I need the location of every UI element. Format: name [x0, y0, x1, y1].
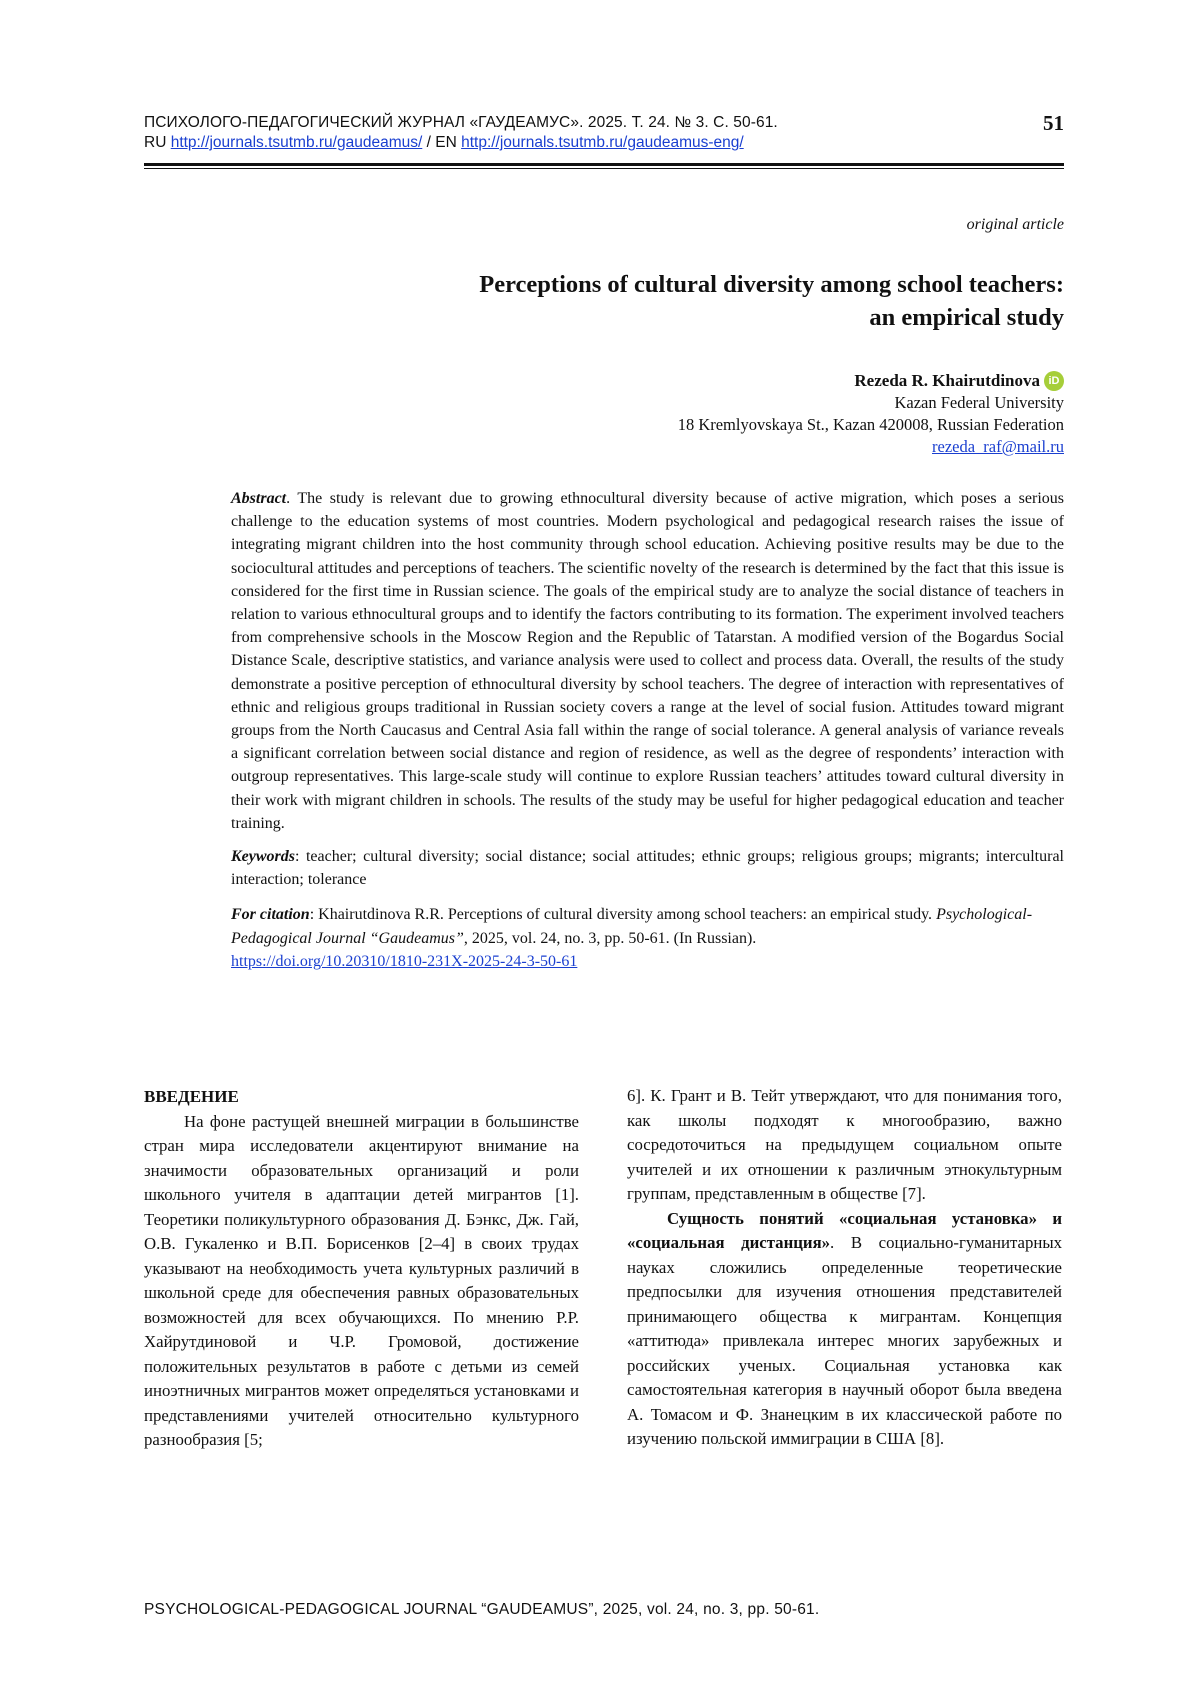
header-rule-thick: [144, 163, 1064, 166]
keywords-paragraph: [231, 845, 1064, 891]
citation-text: : Khairutdinova R.R. Perceptions of cultural diversity among school teachers: an empirical study.: [309, 906, 937, 924]
keywords-text: : teacher; cultural diversity; social distance; social attitudes; ethnic groups; religious groups; migrants; intercultural interaction; tolerance: [231, 848, 1064, 889]
citation-details: , 2025, vol. 24, no. 3, pp. 50-61. (In Russian).: [463, 929, 757, 947]
abstract-paragraph: [231, 487, 1064, 835]
keywords-label: Keywords: [231, 848, 295, 866]
author-name: Rezeda R. Khairutdinova: [854, 371, 1040, 390]
body-column-left: [144, 1085, 579, 1453]
author-block: [678, 370, 1064, 458]
concepts-paragraph: [627, 1207, 1062, 1452]
author-affiliation: Kazan Federal University: [894, 393, 1064, 412]
page-footer: PSYCHOLOGICAL-PEDAGOGICAL JOURNAL “GAUDEAMUS”, 2025, vol. 24, no. 3, pp. 50-61.: [144, 1601, 820, 1618]
intro-paragraph: На фоне растущей внешней миграции в большинстве стран мира исследователи акцентируют внимание на значимости образовательных организаций и роли школьного учителя в адаптации детей мигрантов [1]. Теоретики поликультурного образования Д. Бэнкс, Дж. Гай, О.В. Гукаленко и В.П. Борисенков [2–4] в своих трудах указывают на необходимость учета культурных различий в школьной среде для обеспечения равных образовательных возможностей для всех обучающихся. По мнению Р.Р. Хайрутдиновой и Ч.Р. Громовой, достижение положительных результатов в работе с детьми из семей иноэтничных мигрантов может определяться установками и представлениями учителей относительно культурного разнообразия [5;: [144, 1111, 579, 1449]
running-header: [144, 113, 1064, 153]
en-label: EN: [435, 134, 457, 151]
section-title: ВВЕДЕНИЕ: [144, 1087, 239, 1106]
author-email-link[interactable]: rezeda_raf@mail.ru: [932, 437, 1064, 456]
doi-link[interactable]: https://doi.org/10.20310/1810-231X-2025-24-3-50-61: [231, 952, 578, 970]
en-url-link[interactable]: http://journals.tsutmb.ru/gaudeamus-eng/: [461, 134, 744, 151]
page-number: 51: [1043, 111, 1064, 135]
body-column-right: [627, 1084, 1062, 1452]
title-line-2: an empirical study: [869, 304, 1064, 331]
orcid-icon[interactable]: iD: [1044, 371, 1064, 391]
article-title: [264, 268, 1064, 334]
abstract-block: [231, 487, 1064, 983]
continued-paragraph: 6]. К. Грант и В. Тейт утверждают, что для понимания того, как школы подходят к многообразию, важно сосредоточиться на предыдущем социальном опыте учителей и их отношении к различным этнокультурным группам, представленным в обществе [7].: [627, 1086, 1062, 1203]
abstract-text: . The study is relevant due to growing ethnocultural diversity because of active migration, which poses a serious challenge to the education systems of most countries. Modern psychological and pedagogical research raises the issue of integrating migrant children into the host community through school education. Achieving positive results may be due to the sociocultural attitudes and perceptions of teachers. The scientific novelty of the research is determined by the fact that this issue is considered for the first time in Russian science. The goals of the empirical study are to analyze the social distance of teachers in relation to various ethnocultural groups and to identify the factors contributing to its formation. The experiment involved teachers from comprehensive schools in the Moscow Region and the Republic of Tatarstan. A modified version of the Bogardus Social Distance Scale, descriptive statistics, and variance analysis were used to collect and process data. Overall, the results of the study demonstrate a positive perception of ethnocultural diversity by school teachers. The degree of interaction with representatives of ethnic and religious groups traditional in Russian society covers a range at the level of social fusion. Attitudes toward migrant groups from the North Caucasus and Central Asia fall within the range of social tolerance. A general analysis of variance reveals a significant correlation between social distance and region of residence, as well as the degree of respondents’ interaction with outgroup representatives. This large-scale study will continue to explore Russian teachers’ attitudes toward cultural diversity in their work with migrant children in schools. The results of the study may be useful for higher pedagogical education and teacher training.: [231, 490, 1064, 832]
concepts-text: . В социально-гуманитарных науках сложились определенные теоретические предпосылки для изучения отношения представителей принимающего общества к мигрантам. Концепция «аттитюда» привлекала интерес многих зарубежных и российских ученых. Социальная установка как самостоятельная категория в научный оборот была введена А. Томасом и Ф. Знанецким в их классической работе по изучению польской иммиграции в США [8].: [627, 1233, 1062, 1448]
title-line-1: Perceptions of cultural diversity among school teachers:: [479, 271, 1064, 298]
ru-label: RU: [144, 134, 167, 151]
citation-label: For citation: [231, 906, 310, 924]
ru-url-link[interactable]: http://journals.tsutmb.ru/gaudeamus/: [170, 134, 423, 151]
author-address: 18 Kremlyovskaya St., Kazan 420008, Russian Federation: [677, 415, 1064, 434]
concepts-subheading: Сущность понятий «социальная установка» и «социальная дистанция»: [627, 1208, 1062, 1252]
url-separator: /: [426, 134, 431, 151]
journal-urls: [144, 133, 1064, 153]
article-type: original article: [966, 216, 1064, 233]
header-rule-thin: [144, 168, 1064, 169]
journal-line: ПСИХОЛОГО-ПЕДАГОГИЧЕСКИЙ ЖУРНАЛ «ГАУДЕАМУС». 2025. Т. 24. № 3. С. 50-61.: [144, 114, 778, 131]
citation-journal: Psychological-Pedagogical Journal “Gaudeamus”: [231, 906, 1033, 947]
citation-paragraph: [231, 903, 1064, 973]
abstract-label: Abstract: [231, 490, 287, 507]
